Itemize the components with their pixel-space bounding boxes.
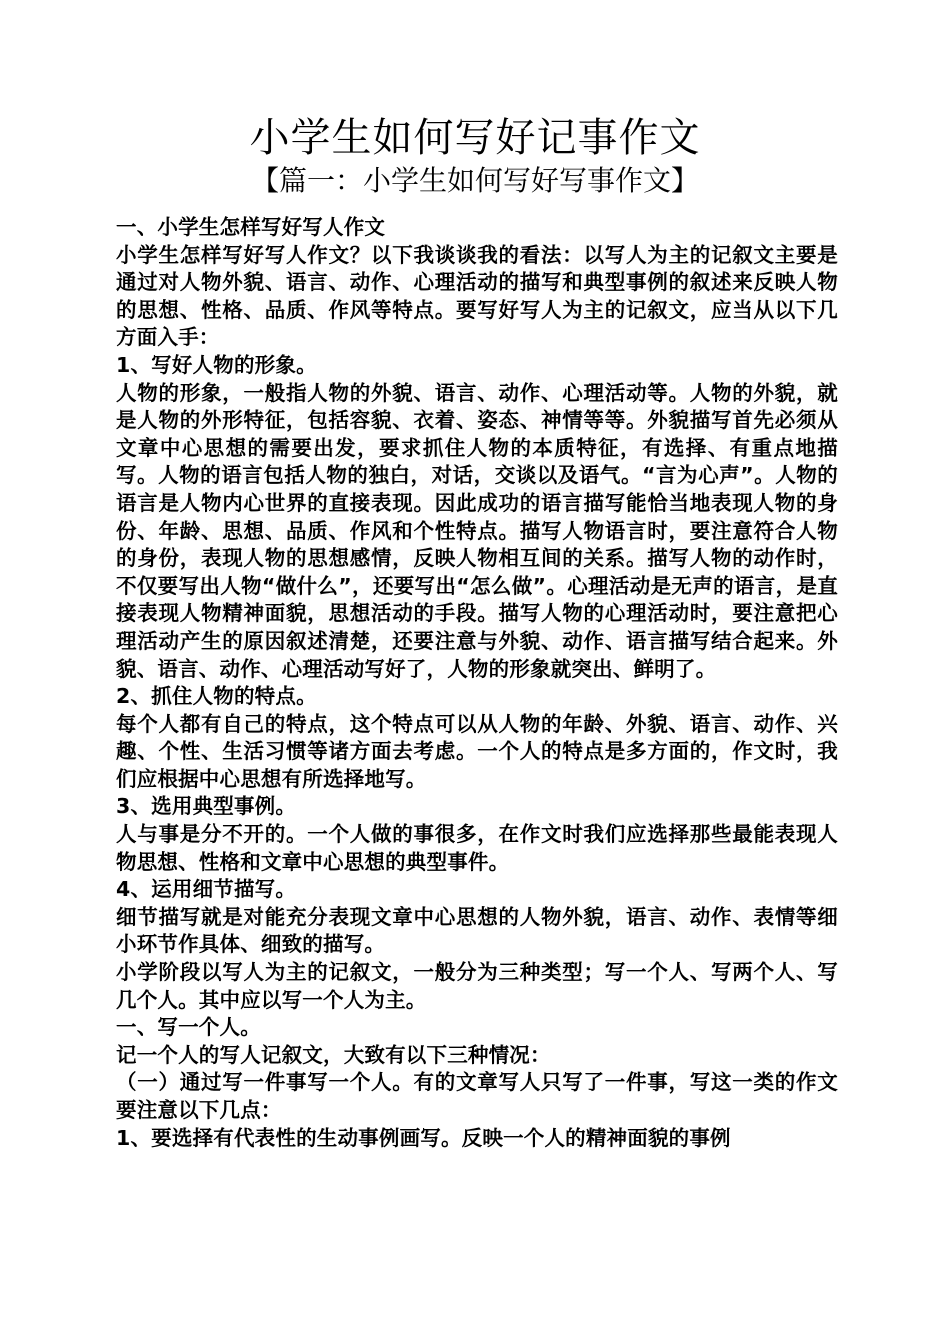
paragraph: 小学阶段以写人为主的记叙文，一般分为三种类型；写一个人、写两个人、写几个人。其中应以写一个人为主。 [116,960,838,1012]
paragraph: 每个人都有自己的特点，这个特点可以从人物的年龄、外貌、语言、动作、兴趣、个性、生活习惯等诸方面去考虑。一个人的特点是多方面的，作文时，我们应根据中心思想有所选择地写。 [116,711,838,791]
paragraph: 人与事是分不开的。一个人做的事很多，在作文时我们应选择那些最能表现人物思想、性格和文章中心思想的典型事件。 [116,822,838,874]
paragraph: （一）通过写一件事写一个人。有的文章写人只写了一件事，写这一类的作文要注意以下几点： [116,1070,838,1122]
document-title: 小学生如何写好记事作文 [249,115,701,161]
subheading: 2、抓住人物的特点。 [116,684,317,709]
section-heading: 一、小学生怎样写好写人作文 [116,215,386,239]
document-body [116,214,838,1152]
paragraph: 人物的形象，一般指人物的外貌、语言、动作、心理活动等。人物的外貌，就是人物的外形特征，包括容貌、衣着、姿态、神情等等。外貌描写首先必须从文章中心思想的需要出发，要求抓住人物的本质特征，有选择、有重点地描写。人物的语言包括人物的独白，对话，交谈以及语气。“言为心声”。人物的语言是人物内心世界的直接表现。因此成功的语言描写能恰当地表现人物的身份、年龄、思想、品质、作风和个性特点。描写人物语言时，要注意符合人物的身份，表现人物的思想感情，反映人物相互间的关系。描写人物的动作时，不仅要写出人物“做什么”，还要写出“怎么做”。心理活动是无声的语言，是直接表现人物精神面貌，思想活动的手段。描写人物的心理活动时，要注意把心理活动产生的原因叙述清楚，还要注意与外貌、动作、语言描写结合起来。外貌、语言、动作、心理活动写好了，人物的形象就突出、鲜明了。 [116,380,838,681]
paragraph: 细节描写就是对能充分表现文章中心思想的人物外貌，语言、动作、表情等细小环节作具体、细致的描写。 [116,904,838,957]
paragraph: 1、要选择有代表性的生动事例画写。反映一个人的精神面貌的事例 [116,1125,731,1150]
document-subtitle: 【篇一：小学生如何写好写事作文】 [250,164,699,197]
subheading: 3、选用典型事例。 [116,794,297,819]
subheading: 1、写好人物的形象。 [116,352,317,377]
section-heading: 一、写一个人。 [116,1015,261,1040]
subheading: 4、运用细节描写。 [116,877,297,902]
paragraph: 小学生怎样写好写人作文？以下我谈谈我的看法：以写人为主的记叙文主要是通过对人物外貌、语言、动作、心理活动的描写和典型事例的叙述来反映人物的思想、性格、品质、作风等特点。要写好写人为主的记叙文，应当从以下几方面入手： [116,242,838,350]
paragraph: 记一个人的写人记叙文，大致有以下三种情况： [116,1042,551,1067]
